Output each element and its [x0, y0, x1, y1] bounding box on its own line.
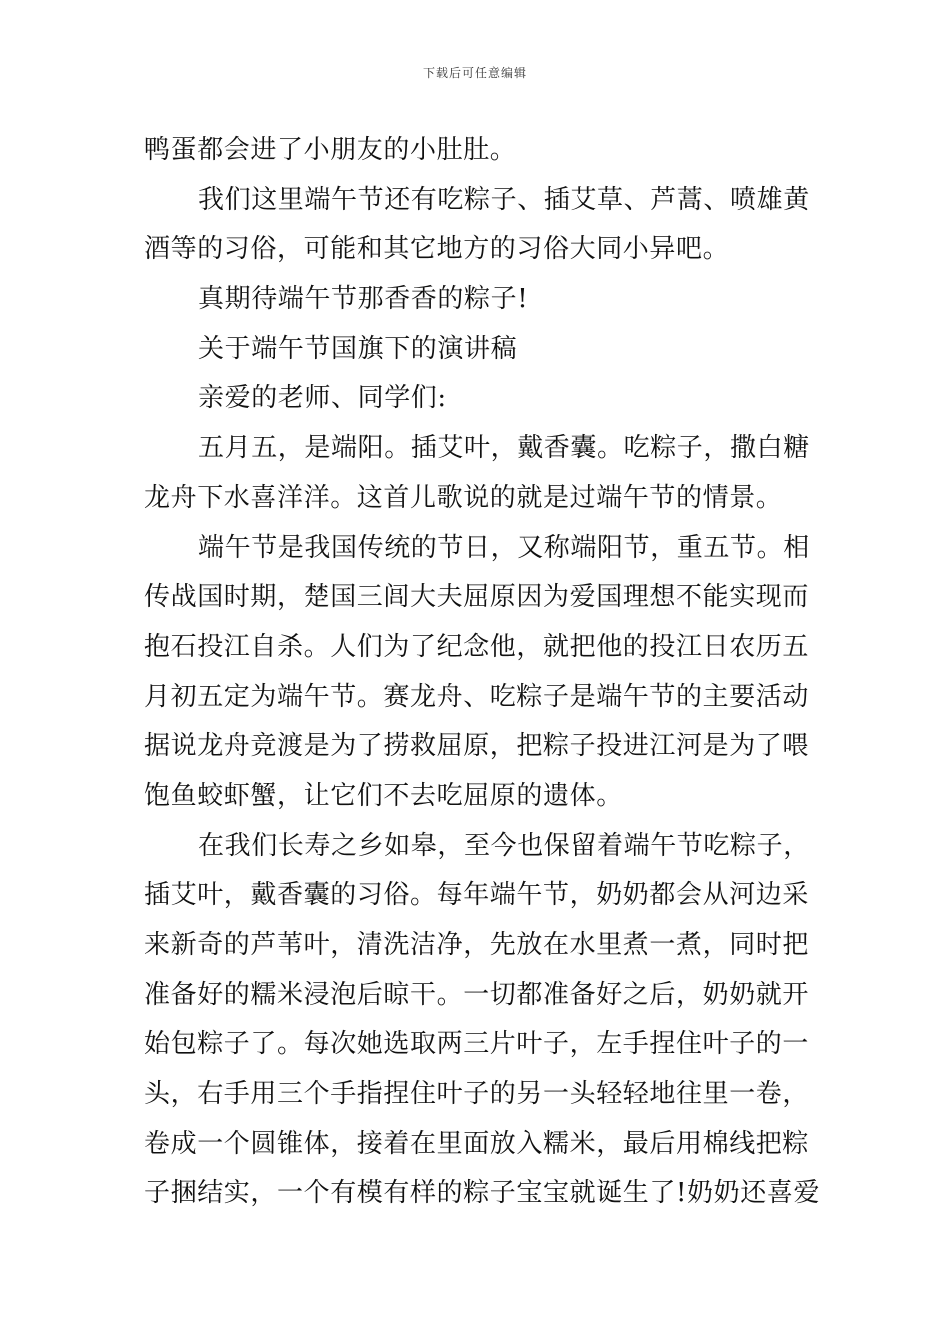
header-note: 下载后可任意编辑	[422, 66, 527, 80]
text-line: 传战国时期，楚国三闾大夫屈原因为爱国理想不能实现而	[144, 582, 810, 613]
text-line: 鸭蛋都会进了小朋友的小肚肚。	[144, 135, 517, 165]
text-line: 准备好的糯米浸泡后晾干。一切都准备好之后，奶奶就开	[144, 979, 810, 1010]
text-line: 端午节是我国传统的节日，又称端阳节，重五节。相	[198, 532, 810, 563]
text-line: 月初五定为端午节。赛龙舟、吃粽子是端午节的主要活动	[144, 681, 810, 712]
text-line: 头，右手用三个手指捏住叶子的另一头轻轻地往里一卷，	[144, 1079, 810, 1110]
text-line: 饱鱼蛟虾蟹，让它们不去吃屈原的遗体。	[144, 780, 623, 811]
text-line: 子捆结实，一个有模有样的粽子宝宝就诞生了!奶奶还喜爱	[144, 1178, 821, 1209]
text-line: 龙舟下水喜洋洋。这首儿歌说的就是过端午节的情景。	[144, 482, 783, 513]
document-body	[144, 126, 821, 1219]
text-line: 酒等的习俗，可能和其它地方的习俗大同小异吧。	[144, 234, 730, 265]
text-line: 来新奇的芦苇叶，清洗洁净，先放在水里煮一煮，同时把	[144, 930, 810, 960]
text-line: 在我们长寿之乡如皋，至今也保留着端午节吃粽子，	[198, 830, 810, 861]
text-line: 始包粽子了。每次她选取两三片叶子，左手捏住叶子的一	[144, 1029, 810, 1060]
text-line: 抱石投江自杀。人们为了纪念他，就把他的投江日农历五	[144, 631, 810, 662]
salutation: 亲爱的老师、同学们:	[198, 383, 447, 414]
text-line: 我们这里端午节还有吃粽子、插艾草、芦蒿、喷雄黄	[198, 184, 810, 215]
text-line: 据说龙舟竞渡是为了捞救屈原，把粽子投进江河是为了喂	[144, 731, 810, 762]
text-line: 插艾叶，戴香囊的习俗。每年端午节，奶奶都会从河边采	[144, 880, 810, 911]
text-line: 卷成一个圆锥体，接着在里面放入糯米，最后用棉线把粽	[144, 1128, 810, 1159]
section-title: 关于端午节国旗下的演讲稿	[198, 333, 518, 364]
text-line: 真期待端午节那香香的粽子!	[198, 284, 529, 315]
text-line: 五月五，是端阳。插艾叶，戴香囊。吃粽子，撒白糖	[198, 433, 810, 464]
